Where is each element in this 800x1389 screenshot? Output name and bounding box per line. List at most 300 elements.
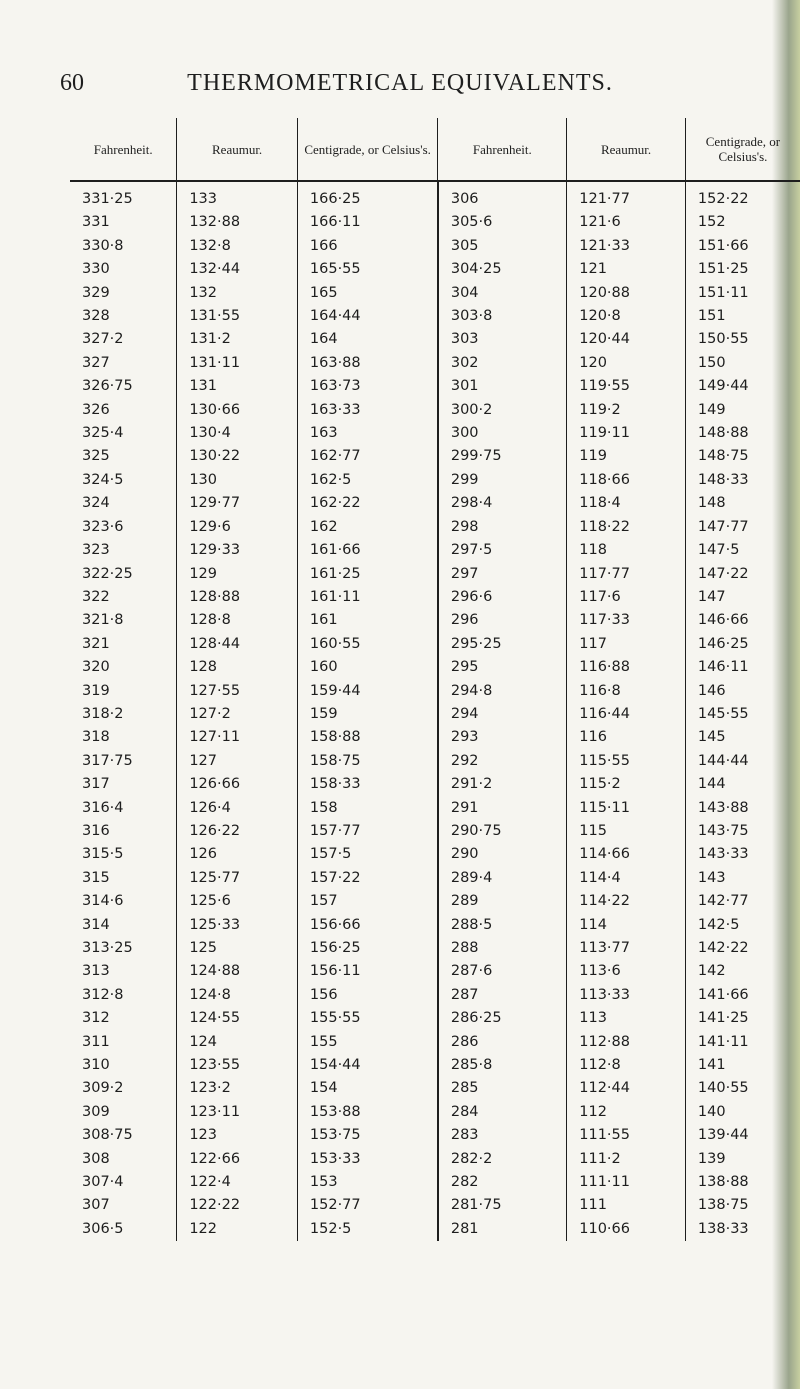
cell-reaumur-1: 130·22 (177, 445, 298, 468)
cell-fahrenheit-1: 314 (70, 914, 177, 937)
cell-fahrenheit-2: 300·2 (438, 399, 567, 422)
cell-fahrenheit-1: 328 (70, 305, 177, 328)
cell-fahrenheit-1: 308·75 (70, 1124, 177, 1147)
cell-centigrade-2: 146 (697, 682, 726, 699)
table-row (70, 181, 800, 211)
cell-reaumur-1: 128·88 (177, 586, 298, 609)
cell-reaumur-2: 120·44 (567, 328, 686, 351)
cell-fahrenheit-2: 305 (438, 235, 567, 258)
cell-fahrenheit-2: 288·5 (438, 914, 567, 937)
cell-fahrenheit-2: 282 (438, 1171, 567, 1194)
cell-reaumur-2: 114·4 (567, 867, 686, 890)
cell-fahrenheit-2: 294·8 (438, 680, 567, 703)
table-row (70, 1171, 800, 1194)
cell-centigrade-1: 156·25 (297, 937, 437, 960)
cell-centigrade-1: 161·25 (297, 563, 437, 586)
cell-centigrade-2: 140 (697, 1103, 726, 1120)
cell-centigrade-2: 150 (697, 354, 726, 371)
cell-centigrade-1: 158·33 (297, 773, 437, 796)
cell-reaumur-1: 124·88 (177, 960, 298, 983)
table-row (70, 328, 800, 351)
cell-reaumur-1: 130 (177, 469, 298, 492)
cell-centigrade-2: 151 (697, 308, 726, 325)
cell-centigrade-1: 162·77 (297, 445, 437, 468)
cell-centigrade-1: 158·75 (297, 750, 437, 773)
cell-centigrade-1: 154 (297, 1077, 437, 1100)
cell-reaumur-1: 127·2 (177, 703, 298, 726)
cell-centigrade-2: 147·77 (697, 518, 749, 535)
header-fahrenheit-1: Fahrenheit. (70, 118, 177, 181)
cell-fahrenheit-2: 306 (438, 181, 567, 211)
cell-reaumur-2: 113·33 (567, 984, 686, 1007)
cell-reaumur-1: 127·11 (177, 726, 298, 749)
cell-reaumur-2: 114 (567, 914, 686, 937)
cell-centigrade-2: 147 (697, 588, 726, 605)
cell-reaumur-2: 118·4 (567, 492, 686, 515)
table-row (70, 375, 800, 398)
cell-centigrade-2: 141·25 (697, 1010, 749, 1027)
cell-fahrenheit-2: 304 (438, 282, 567, 305)
cell-reaumur-1: 124·8 (177, 984, 298, 1007)
cell-centigrade-1: 153·88 (297, 1101, 437, 1124)
table-row (70, 1054, 800, 1077)
cell-fahrenheit-2: 288 (438, 937, 567, 960)
cell-fahrenheit-1: 325·4 (70, 422, 177, 445)
cell-reaumur-2: 120·8 (567, 305, 686, 328)
cell-fahrenheit-1: 318 (70, 726, 177, 749)
cell-fahrenheit-2: 298·4 (438, 492, 567, 515)
cell-centigrade-2: 143·75 (697, 822, 749, 839)
cell-reaumur-2: 115·2 (567, 773, 686, 796)
cell-reaumur-2: 120·88 (567, 282, 686, 305)
cell-reaumur-1: 122 (177, 1218, 298, 1241)
table-row (70, 422, 800, 445)
cell-fahrenheit-2: 283 (438, 1124, 567, 1147)
cell-reaumur-2: 116·88 (567, 656, 686, 679)
header-centigrade-2: Centigrade, or Celsius's. (685, 118, 800, 181)
cell-centigrade-2: 147·22 (697, 565, 749, 582)
cell-fahrenheit-1: 331 (70, 211, 177, 234)
cell-centigrade-1: 162 (297, 516, 437, 539)
cell-reaumur-1: 125·33 (177, 914, 298, 937)
cell-fahrenheit-1: 312·8 (70, 984, 177, 1007)
cell-centigrade-1: 164 (297, 328, 437, 351)
table-row (70, 492, 800, 515)
table-row (70, 563, 800, 586)
cell-fahrenheit-1: 323 (70, 539, 177, 562)
cell-reaumur-1: 133 (177, 181, 298, 211)
cell-centigrade-2: 147·5 (697, 542, 740, 559)
cell-fahrenheit-1: 311 (70, 1031, 177, 1054)
cell-fahrenheit-1: 325 (70, 445, 177, 468)
cell-centigrade-2: 151·66 (697, 237, 749, 254)
cell-reaumur-1: 123·11 (177, 1101, 298, 1124)
cell-reaumur-1: 132·8 (177, 235, 298, 258)
cell-centigrade-1: 158 (297, 797, 437, 820)
cell-centigrade-1: 162·5 (297, 469, 437, 492)
cell-centigrade-2: 146·25 (697, 635, 749, 652)
cell-centigrade-1: 156 (297, 984, 437, 1007)
cell-reaumur-1: 129·33 (177, 539, 298, 562)
table-row (70, 750, 800, 773)
cell-centigrade-1: 156·11 (297, 960, 437, 983)
table-row (70, 1148, 800, 1171)
cell-reaumur-1: 130·4 (177, 422, 298, 445)
cell-reaumur-2: 117 (567, 633, 686, 656)
cell-fahrenheit-2: 292 (438, 750, 567, 773)
cell-centigrade-1: 164·44 (297, 305, 437, 328)
cell-reaumur-1: 129 (177, 563, 298, 586)
table-row (70, 937, 800, 960)
cell-reaumur-2: 112·44 (567, 1077, 686, 1100)
cell-fahrenheit-1: 330 (70, 258, 177, 281)
cell-reaumur-2: 118 (567, 539, 686, 562)
cell-fahrenheit-1: 322·25 (70, 563, 177, 586)
cell-reaumur-2: 112·8 (567, 1054, 686, 1077)
cell-reaumur-1: 123·55 (177, 1054, 298, 1077)
cell-fahrenheit-1: 310 (70, 1054, 177, 1077)
cell-centigrade-1: 157·77 (297, 820, 437, 843)
cell-centigrade-1: 160 (297, 656, 437, 679)
cell-centigrade-1: 154·44 (297, 1054, 437, 1077)
cell-fahrenheit-2: 302 (438, 352, 567, 375)
cell-centigrade-1: 153 (297, 1171, 437, 1194)
cell-reaumur-2: 111·11 (567, 1171, 686, 1194)
cell-reaumur-1: 128·44 (177, 633, 298, 656)
cell-centigrade-1: 153·75 (297, 1124, 437, 1147)
table-row (70, 258, 800, 281)
table-row (70, 586, 800, 609)
cell-centigrade-2: 144 (697, 776, 726, 793)
cell-fahrenheit-2: 293 (438, 726, 567, 749)
cell-centigrade-2: 142·77 (697, 893, 749, 910)
cell-reaumur-2: 118·66 (567, 469, 686, 492)
cell-centigrade-2: 143·88 (697, 799, 749, 816)
table-row (70, 843, 800, 866)
cell-centigrade-1: 160·55 (297, 633, 437, 656)
cell-fahrenheit-1: 321·8 (70, 609, 177, 632)
cell-reaumur-2: 114·22 (567, 890, 686, 913)
cell-fahrenheit-2: 286 (438, 1031, 567, 1054)
cell-reaumur-2: 119 (567, 445, 686, 468)
cell-centigrade-1: 152·77 (297, 1194, 437, 1217)
table-row (70, 539, 800, 562)
cell-reaumur-1: 122·4 (177, 1171, 298, 1194)
cell-centigrade-2: 150·55 (697, 331, 749, 348)
cell-reaumur-1: 130·66 (177, 399, 298, 422)
cell-fahrenheit-2: 287·6 (438, 960, 567, 983)
cell-reaumur-1: 125·77 (177, 867, 298, 890)
page-number: 60 (60, 70, 84, 96)
cell-fahrenheit-1: 307 (70, 1194, 177, 1217)
header-centigrade-1: Centigrade, or Celsius's. (297, 118, 437, 181)
cell-centigrade-1: 159·44 (297, 680, 437, 703)
cell-fahrenheit-1: 314·6 (70, 890, 177, 913)
cell-centigrade-1: 166·11 (297, 211, 437, 234)
cell-fahrenheit-2: 281·75 (438, 1194, 567, 1217)
cell-fahrenheit-2: 284 (438, 1101, 567, 1124)
cell-reaumur-2: 118·22 (567, 516, 686, 539)
cell-centigrade-1: 166·25 (297, 181, 437, 211)
cell-fahrenheit-2: 289 (438, 890, 567, 913)
cell-fahrenheit-2: 294 (438, 703, 567, 726)
cell-reaumur-1: 131 (177, 375, 298, 398)
cell-centigrade-2: 139 (697, 1150, 726, 1167)
header-fahrenheit-2: Fahrenheit. (438, 118, 567, 181)
cell-fahrenheit-2: 285 (438, 1077, 567, 1100)
cell-reaumur-1: 131·55 (177, 305, 298, 328)
cell-centigrade-2: 152 (697, 214, 726, 231)
cell-fahrenheit-1: 320 (70, 656, 177, 679)
cell-fahrenheit-1: 312 (70, 1007, 177, 1030)
cell-reaumur-2: 115·55 (567, 750, 686, 773)
cell-reaumur-2: 112·88 (567, 1031, 686, 1054)
cell-reaumur-1: 127·55 (177, 680, 298, 703)
cell-reaumur-1: 128·8 (177, 609, 298, 632)
cell-reaumur-2: 115·11 (567, 797, 686, 820)
cell-centigrade-1: 155 (297, 1031, 437, 1054)
cell-fahrenheit-1: 321 (70, 633, 177, 656)
cell-centigrade-1: 161·66 (297, 539, 437, 562)
cell-centigrade-2: 149 (697, 401, 726, 418)
cell-fahrenheit-2: 290·75 (438, 820, 567, 843)
cell-fahrenheit-2: 291 (438, 797, 567, 820)
cell-reaumur-2: 114·66 (567, 843, 686, 866)
table-row (70, 235, 800, 258)
cell-fahrenheit-1: 315 (70, 867, 177, 890)
cell-reaumur-2: 120 (567, 352, 686, 375)
cell-centigrade-2: 138·88 (697, 1174, 749, 1191)
cell-centigrade-1: 153·33 (297, 1148, 437, 1171)
cell-fahrenheit-2: 303·8 (438, 305, 567, 328)
cell-centigrade-1: 156·66 (297, 914, 437, 937)
cell-centigrade-1: 159 (297, 703, 437, 726)
cell-centigrade-2: 138·33 (697, 1220, 749, 1237)
cell-reaumur-2: 117·6 (567, 586, 686, 609)
cell-reaumur-2: 116·44 (567, 703, 686, 726)
cell-fahrenheit-2: 300 (438, 422, 567, 445)
cell-fahrenheit-2: 285·8 (438, 1054, 567, 1077)
cell-fahrenheit-1: 327·2 (70, 328, 177, 351)
cell-centigrade-1: 166 (297, 235, 437, 258)
table-row (70, 399, 800, 422)
cell-centigrade-1: 162·22 (297, 492, 437, 515)
cell-fahrenheit-2: 281 (438, 1218, 567, 1241)
cell-fahrenheit-2: 297·5 (438, 539, 567, 562)
thermometric-table (70, 118, 800, 1241)
cell-fahrenheit-2: 304·25 (438, 258, 567, 281)
cell-centigrade-2: 148·75 (697, 448, 749, 465)
cell-centigrade-2: 141·66 (697, 986, 749, 1003)
cell-reaumur-2: 116·8 (567, 680, 686, 703)
table-row (70, 1218, 800, 1241)
cell-reaumur-2: 113 (567, 1007, 686, 1030)
cell-reaumur-2: 121·6 (567, 211, 686, 234)
table-row (70, 211, 800, 234)
cell-centigrade-2: 141·11 (697, 1033, 749, 1050)
cell-reaumur-2: 111·2 (567, 1148, 686, 1171)
cell-centigrade-1: 158·88 (297, 726, 437, 749)
cell-reaumur-1: 123 (177, 1124, 298, 1147)
cell-reaumur-1: 126·66 (177, 773, 298, 796)
cell-fahrenheit-1: 315·5 (70, 843, 177, 866)
cell-reaumur-2: 112 (567, 1101, 686, 1124)
cell-reaumur-1: 132·88 (177, 211, 298, 234)
cell-fahrenheit-1: 308 (70, 1148, 177, 1171)
cell-reaumur-1: 132·44 (177, 258, 298, 281)
table-row (70, 656, 800, 679)
cell-reaumur-1: 131·2 (177, 328, 298, 351)
cell-fahrenheit-1: 316·4 (70, 797, 177, 820)
cell-centigrade-2: 143 (697, 869, 726, 886)
cell-fahrenheit-1: 317 (70, 773, 177, 796)
cell-reaumur-2: 121·33 (567, 235, 686, 258)
cell-reaumur-1: 129·6 (177, 516, 298, 539)
cell-fahrenheit-2: 295·25 (438, 633, 567, 656)
table-row (70, 609, 800, 632)
table-row (70, 1031, 800, 1054)
cell-centigrade-2: 143·33 (697, 846, 749, 863)
cell-fahrenheit-2: 296 (438, 609, 567, 632)
table-row (70, 1194, 800, 1217)
cell-centigrade-1: 165·55 (297, 258, 437, 281)
cell-fahrenheit-2: 301 (438, 375, 567, 398)
cell-centigrade-1: 163·73 (297, 375, 437, 398)
cell-reaumur-2: 113·77 (567, 937, 686, 960)
cell-centigrade-2: 142·5 (697, 916, 740, 933)
table-row (70, 516, 800, 539)
table-row (70, 867, 800, 890)
table-row (70, 890, 800, 913)
cell-reaumur-1: 126 (177, 843, 298, 866)
cell-fahrenheit-1: 309 (70, 1101, 177, 1124)
cell-fahrenheit-1: 324 (70, 492, 177, 515)
cell-fahrenheit-2: 289·4 (438, 867, 567, 890)
cell-centigrade-2: 145·55 (697, 705, 749, 722)
cell-reaumur-2: 121 (567, 258, 686, 281)
cell-centigrade-2: 138·75 (697, 1197, 749, 1214)
cell-fahrenheit-2: 290 (438, 843, 567, 866)
table-row (70, 914, 800, 937)
cell-fahrenheit-2: 296·6 (438, 586, 567, 609)
table-row (70, 820, 800, 843)
cell-fahrenheit-1: 327 (70, 352, 177, 375)
cell-centigrade-1: 155·55 (297, 1007, 437, 1030)
cell-centigrade-2: 146·11 (697, 659, 749, 676)
cell-fahrenheit-2: 305·6 (438, 211, 567, 234)
table-row (70, 797, 800, 820)
table-row (70, 703, 800, 726)
table-row (70, 305, 800, 328)
cell-reaumur-1: 124·55 (177, 1007, 298, 1030)
cell-reaumur-2: 121·77 (567, 181, 686, 211)
cell-centigrade-1: 165 (297, 282, 437, 305)
page-header (0, 62, 800, 102)
cell-reaumur-1: 128 (177, 656, 298, 679)
cell-reaumur-1: 122·66 (177, 1148, 298, 1171)
cell-fahrenheit-1: 313·25 (70, 937, 177, 960)
cell-centigrade-1: 157·22 (297, 867, 437, 890)
cell-centigrade-1: 163·33 (297, 399, 437, 422)
cell-fahrenheit-1: 316 (70, 820, 177, 843)
cell-reaumur-1: 131·11 (177, 352, 298, 375)
cell-reaumur-2: 119·11 (567, 422, 686, 445)
cell-fahrenheit-1: 309·2 (70, 1077, 177, 1100)
cell-centigrade-1: 163·88 (297, 352, 437, 375)
cell-fahrenheit-1: 329 (70, 282, 177, 305)
cell-reaumur-2: 113·6 (567, 960, 686, 983)
cell-reaumur-2: 116 (567, 726, 686, 749)
cell-reaumur-1: 125 (177, 937, 298, 960)
cell-centigrade-1: 163 (297, 422, 437, 445)
cell-fahrenheit-1: 323·6 (70, 516, 177, 539)
table-row (70, 633, 800, 656)
cell-reaumur-1: 132 (177, 282, 298, 305)
cell-centigrade-2: 149·44 (697, 378, 749, 395)
cell-reaumur-1: 126·4 (177, 797, 298, 820)
table-row (70, 1101, 800, 1124)
cell-fahrenheit-1: 307·4 (70, 1171, 177, 1194)
cell-reaumur-2: 117·33 (567, 609, 686, 632)
cell-reaumur-2: 117·77 (567, 563, 686, 586)
cell-centigrade-1: 161 (297, 609, 437, 632)
cell-fahrenheit-1: 306·5 (70, 1218, 177, 1241)
table-row (70, 726, 800, 749)
cell-reaumur-1: 122·22 (177, 1194, 298, 1217)
cell-centigrade-2: 142·22 (697, 940, 749, 956)
cell-fahrenheit-1: 318·2 (70, 703, 177, 726)
cell-fahrenheit-1: 326·75 (70, 375, 177, 398)
cell-fahrenheit-2: 291·2 (438, 773, 567, 796)
cell-fahrenheit-1: 331·25 (70, 181, 177, 211)
cell-reaumur-2: 111·55 (567, 1124, 686, 1147)
cell-fahrenheit-1: 319 (70, 680, 177, 703)
table-row (70, 1007, 800, 1030)
cell-reaumur-1: 126·22 (177, 820, 298, 843)
cell-centigrade-2: 139·44 (697, 1127, 749, 1144)
cell-fahrenheit-2: 299 (438, 469, 567, 492)
cell-reaumur-1: 123·2 (177, 1077, 298, 1100)
header-reaumur-2: Reaumur. (567, 118, 686, 181)
cell-fahrenheit-1: 322 (70, 586, 177, 609)
cell-reaumur-1: 129·77 (177, 492, 298, 515)
cell-fahrenheit-2: 298 (438, 516, 567, 539)
table-row (70, 352, 800, 375)
cell-reaumur-1: 124 (177, 1031, 298, 1054)
cell-reaumur-2: 115 (567, 820, 686, 843)
table-header-row (70, 118, 800, 181)
cell-centigrade-2: 151·25 (697, 261, 749, 278)
table-row (70, 445, 800, 468)
table-row (70, 1124, 800, 1147)
table-row (70, 469, 800, 492)
cell-centigrade-2: 148·33 (697, 471, 749, 488)
table-body (70, 181, 800, 1241)
page-title: THERMOMETRICAL EQUIVALENTS. (187, 70, 613, 96)
cell-fahrenheit-2: 299·75 (438, 445, 567, 468)
table-row (70, 984, 800, 1007)
table-row (70, 960, 800, 983)
cell-fahrenheit-1: 326 (70, 399, 177, 422)
cell-fahrenheit-2: 297 (438, 563, 567, 586)
cell-centigrade-1: 157·5 (297, 843, 437, 866)
cell-reaumur-2: 119·2 (567, 399, 686, 422)
cell-fahrenheit-2: 282·2 (438, 1148, 567, 1171)
cell-fahrenheit-2: 287 (438, 984, 567, 1007)
cell-fahrenheit-1: 330·8 (70, 235, 177, 258)
cell-fahrenheit-1: 313 (70, 960, 177, 983)
cell-reaumur-1: 125·6 (177, 890, 298, 913)
